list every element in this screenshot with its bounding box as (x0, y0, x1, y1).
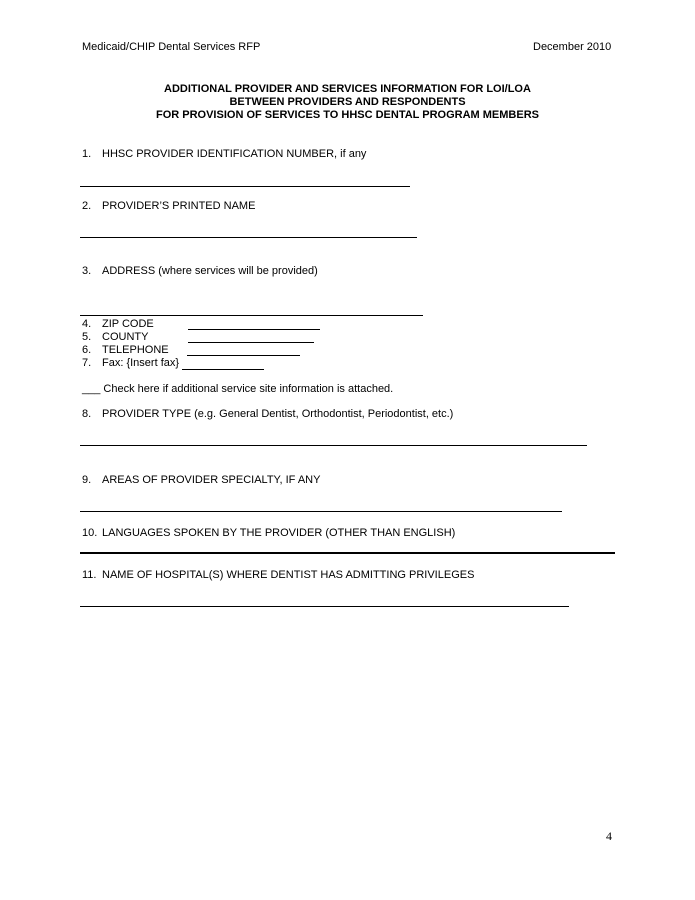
item-number: 9. (82, 474, 92, 486)
item-number: 8. (82, 408, 92, 420)
field-provider-id (82, 148, 366, 160)
specialty-blank[interactable] (80, 511, 562, 512)
additional-site-check[interactable] (82, 383, 393, 395)
address-blank[interactable] (80, 315, 423, 316)
field-label: ZIP CODE (102, 318, 154, 330)
provider-id-blank[interactable] (80, 186, 410, 187)
field-label: LANGUAGES SPOKEN BY THE PROVIDER (OTHER THAN ENGLISH) (102, 527, 456, 539)
provider-type-blank[interactable] (80, 445, 587, 446)
county-blank[interactable] (188, 342, 314, 343)
field-specialty (82, 474, 320, 486)
field-label: PROVIDER’S PRINTED NAME (102, 200, 256, 212)
field-label: AREAS OF PROVIDER SPECIALTY, IF ANY (102, 474, 321, 486)
hospitals-blank[interactable] (80, 606, 569, 607)
item-number: 1. (82, 148, 92, 160)
field-label: COUNTY (102, 331, 149, 343)
field-label: NAME OF HOSPITAL(S) WHERE DENTIST HAS ADMITTING PRIVILEGES (102, 569, 475, 581)
field-fax (82, 357, 179, 369)
item-number: 5. (82, 331, 92, 343)
field-label: HHSC PROVIDER IDENTIFICATION NUMBER, if any (102, 148, 367, 160)
languages-blank[interactable] (80, 552, 615, 554)
field-address (82, 265, 318, 277)
field-zip-code (82, 318, 154, 330)
field-provider-type (82, 408, 453, 420)
form-title-line-1: ADDITIONAL PROVIDER AND SERVICES INFORMATION FOR LOI/LOA (164, 83, 531, 95)
form-title-line-2: BETWEEN PROVIDERS AND RESPONDENTS (229, 96, 466, 108)
field-telephone (82, 344, 169, 356)
field-label: TELEPHONE (102, 344, 169, 356)
item-number: 11. (82, 569, 97, 581)
check-blank[interactable]: ___ (82, 383, 101, 395)
field-label: PROVIDER TYPE (e.g. General Dentist, Orthodontist, Periodontist, etc.) (102, 408, 454, 420)
field-label: Fax: {Insert fax} (102, 357, 180, 369)
telephone-blank[interactable] (187, 355, 300, 356)
field-hospitals (82, 569, 474, 581)
field-label: ADDRESS (where services will be provided) (102, 265, 318, 277)
form-title-line-3: FOR PROVISION OF SERVICES TO HHSC DENTAL PROGRAM MEMBERS (155, 109, 539, 121)
item-number: 10. (82, 527, 98, 539)
field-languages (82, 527, 455, 539)
item-number: 4. (82, 318, 92, 330)
header-date: December 2010 (533, 41, 612, 53)
item-number: 2. (82, 200, 92, 212)
item-number: 6. (82, 344, 92, 356)
fax-blank[interactable] (182, 369, 264, 370)
page-number: 4 (606, 829, 612, 843)
item-number: 7. (82, 357, 92, 369)
provider-name-blank[interactable] (80, 237, 417, 238)
zip-code-blank[interactable] (188, 329, 320, 330)
field-county (82, 331, 148, 343)
check-label: Check here if additional service site information is attached. (103, 383, 394, 395)
field-provider-name (82, 200, 255, 212)
header-document-title: Medicaid/CHIP Dental Services RFP (82, 41, 261, 53)
item-number: 3. (82, 265, 92, 277)
